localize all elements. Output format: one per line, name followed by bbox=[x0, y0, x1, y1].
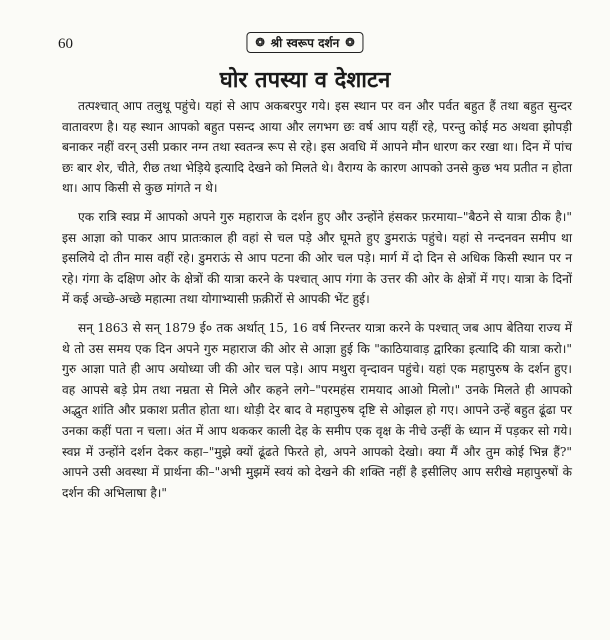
paragraph: एक रात्रि स्वप्न में आपको अपने गुरु महाराज के दर्शन हुए और उन्होंने हंसकर फ़रमाया–"बैठने से यात्रा ठीक है।" इस आज्ञा को पाकर आप प्रातःकाल ही वहां से चल पड़े और घूमते हुए डुमराऊं पहुंचे। यहां से नन्दनवन समीप था इसलिये दो तीन मास वहीं रहे। डुमराऊं से आप पटना की ओर चल पड़े। मार्ग में दो दिन से अधिक किसी स्थान पर न रहे। गंगा के दक्षिण ओर के क्षेत्रों की यात्रा करने के पश्चात् आप गंगा के उत्तर की ओर के क्षेत्रों में गए। यात्रा के दिनों में कई अच्छे-अच्छे महात्मा तथा योगाभ्यासी फ़क़ीरों से आपकी भेंट हुई। bbox=[62, 209, 572, 307]
chapter-title: घोर तपस्या व देशाटन bbox=[219, 67, 391, 93]
page-number: 60 bbox=[58, 36, 73, 52]
body-text bbox=[62, 96, 572, 511]
paragraph: सन् 1863 से सन् 1879 ई० तक अर्थात् 15, 16 वर्ष निरन्तर यात्रा करने के पश्चात् जब आप बेतिया राज्य में थे तो उस समय एक दिन अपने गुरु महाराज की ओर से आज्ञा हुई कि "काठियावाड़ द्वारिका इत्यादि की यात्रा करो।" गुरु आज्ञा पाते ही आप अयोध्या जी की ओर चल पड़े। आप मथुरा वृन्दावन पहुंचे। यहां एक महापुरुष के दर्शन हुए। वह आपसे बड़े प्रेम तथा नम्रता से मिले और कहने लगे–"परमहंस रामयाद आओ मिलो।" उनके मिलते ही आपको अद्भुत शांति और प्रकाश प्रतीत होता था। थोड़ी देर बाद वे महापुरुष दृष्टि से ओझल हो गए। आपने उन्हें बहुत ढूंढा पर उनका कहीं पता न चला। अंत में आप थककर काली देह के समीप एक वृक्ष के नीचे उन्हीं के ध्यान में पड़कर सो गये। स्वप्न में उन्होंने दर्शन देकर कहा–"मुझे क्यों ढूंढते फिरते हो, अपने आपको देखो। क्या मैं और तुम कोई भिन्न हैं?" आपने उसी अवस्था में प्रार्थना की–"अभी मुझमें स्वयं को देखने की शक्ति नहीं है इसीलिए आप सरीखे महापुरुषों के दर्शन की अभिलाषा है।" bbox=[62, 320, 572, 500]
running-header bbox=[246, 32, 363, 53]
paragraph: तत्पश्चात् आप तलुथू पहुंचे। यहां से आप अकबरपुर गये। इस स्थान पर वन और पर्वत बहुत हैं तथा बहुत सुन्दर वातावरण है। यह स्थान आपको बहुत पसन्द आया और लगभग छः वर्ष आप यहीं रहे, परन्तु कोई मठ अथवा झोपड़ी बनाकर नहीं वरन् उसी प्रकार नग्न तथा स्वतन्त्र रूप से रहे। इस अवधि में आपने मौन धारण कर रखा था। दिन में पांच छः बार शेर, चीते, रीछ तथा भेड़िये इत्यादि देखने को मिलते थे। वैराग्य के कारण आपको उनसे कुछ भय प्रतीत न होता था। आप किसी से कुछ मांगते न थे। bbox=[62, 99, 572, 196]
ornament-left-icon: ❂ bbox=[255, 36, 265, 49]
running-header-text: श्री स्वरूप दर्शन bbox=[270, 36, 340, 50]
ornament-right-icon: ❂ bbox=[345, 36, 355, 49]
